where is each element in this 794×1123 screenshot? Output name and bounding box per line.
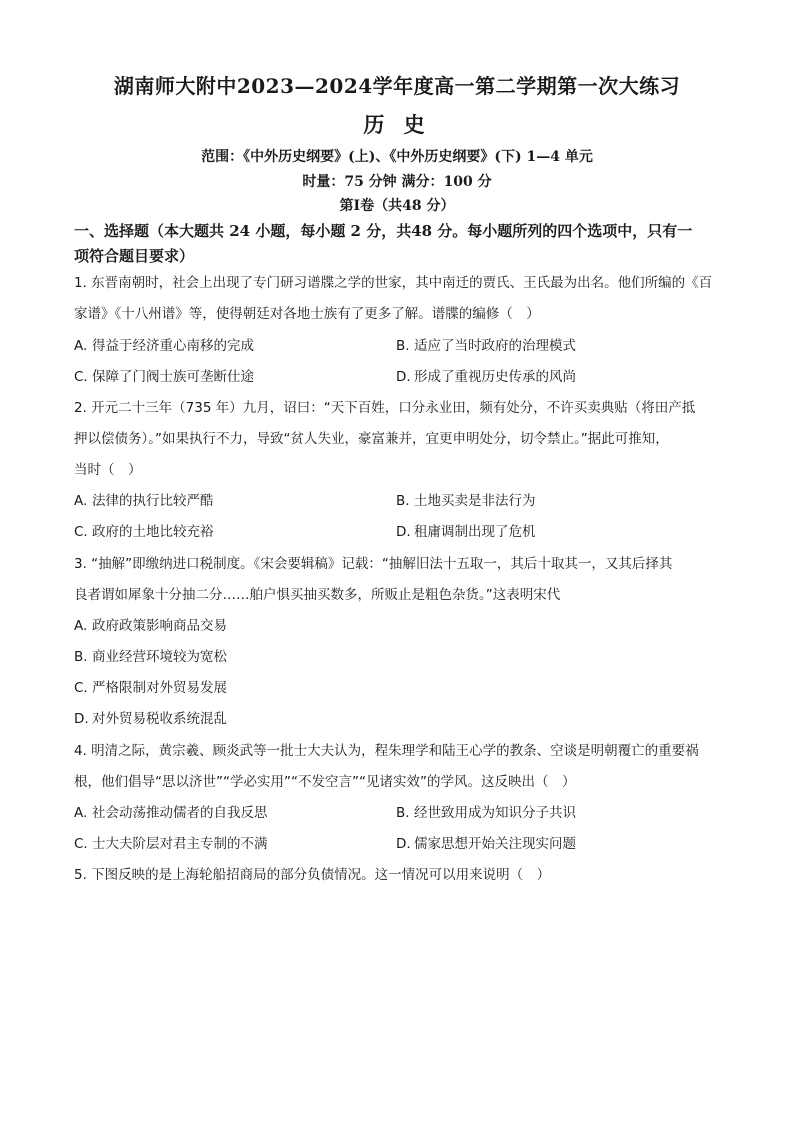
section-instructions bbox=[74, 219, 734, 269]
option-text: 保障了门阀士族可垄断仕途 bbox=[92, 369, 254, 385]
option-text: 得益于经济重心南移的完成 bbox=[92, 338, 254, 354]
option-key: A. bbox=[74, 338, 88, 354]
question-1-stem-line: 家谱》《十八州谱》等，使得朝廷对各地士族有了更多了解。谱牒的编修（ ） bbox=[74, 306, 540, 322]
question-5-stem-line: 5. 下图反映的是上海轮船招商局的部分负债情况。这一情况可以用来说明（ ） bbox=[74, 867, 551, 883]
option-key: B. bbox=[74, 649, 88, 665]
option-key: C. bbox=[74, 836, 88, 852]
option-text: 社会动荡推动儒者的自我反思 bbox=[92, 805, 268, 821]
option-text: 土地买卖是非法行为 bbox=[414, 493, 536, 509]
option-key: C. bbox=[74, 680, 88, 696]
question-4-option-a[interactable] bbox=[74, 803, 268, 823]
option-key: D. bbox=[396, 369, 411, 385]
option-key: A. bbox=[74, 493, 88, 509]
question-1-option-b[interactable] bbox=[396, 336, 576, 356]
question-1-option-d[interactable] bbox=[396, 367, 576, 387]
option-text: 政府的土地比较充裕 bbox=[92, 524, 214, 540]
question-1-option-c[interactable] bbox=[74, 367, 254, 387]
option-key: B. bbox=[396, 805, 410, 821]
option-text: 形成了重视历史传承的风尚 bbox=[414, 369, 576, 385]
option-text: 儒家思想开始关注现实问题 bbox=[414, 836, 576, 852]
option-text: 商业经营环境较为宽松 bbox=[92, 649, 227, 665]
question-2-option-b[interactable] bbox=[396, 491, 536, 511]
question-4-stem-line: 根，他们倡导“思以济世”“学必实用”“不发空言”“见诸实效”的学风。这反映出（ ） bbox=[74, 774, 576, 790]
question-4-option-b[interactable] bbox=[396, 803, 576, 823]
option-text: 士大夫阶层对君主专制的不满 bbox=[92, 836, 268, 852]
question-2-stem-line: 2. 开元二十三年（735 年）九月，诏曰：“天下百姓，口分永业田，频有处分，不许买卖典贴（将田产抵 bbox=[74, 400, 696, 416]
question-1-stem-line: 1. 东晋南朝时，社会上出现了专门研习谱牒之学的世家，其中南迁的贾氏、王氏最为出名。他们所编的《百 bbox=[74, 275, 713, 291]
option-key: D. bbox=[74, 711, 89, 727]
option-key: D. bbox=[396, 524, 411, 540]
option-text: 适应了当时政府的治理模式 bbox=[414, 338, 576, 354]
option-key: B. bbox=[396, 338, 410, 354]
option-key: B. bbox=[396, 493, 410, 509]
question-2-option-c[interactable] bbox=[74, 522, 214, 542]
section-instructions-line: 项符合题目要求） bbox=[74, 247, 195, 265]
option-text: 租庸调制出现了危机 bbox=[414, 524, 536, 540]
question-3-stem-line: 3. “抽解”即缴纳进口税制度。《宋会要辑稿》记载：“抽解旧法十五取一，其后十取其一，又其后择其 bbox=[74, 556, 673, 572]
option-text: 法律的执行比较严酷 bbox=[92, 493, 214, 509]
question-2-stem-line: 当时（ ） bbox=[74, 462, 142, 478]
exam-scope: 范围：《中外历史纲要》(上)、《中外历史纲要》(下) 1—4 单元 bbox=[201, 149, 593, 165]
question-2-option-d[interactable] bbox=[396, 522, 536, 542]
question-3-option-a[interactable] bbox=[74, 616, 227, 636]
option-text: 严格限制对外贸易发展 bbox=[92, 680, 227, 696]
question-2-stem-line: 押以偿债务）。”如果执行不力，导致“贫人失业，豪富兼并，宜更申明处分，切令禁止。”据此可推知， bbox=[74, 431, 669, 447]
option-text: 对外贸易税收系统混乱 bbox=[92, 711, 227, 727]
volume-heading: 第Ⅰ卷（共48 分） bbox=[339, 198, 455, 214]
option-key: A. bbox=[74, 805, 88, 821]
question-3-stem-line: 良者谓如犀象十分抽二分……舶户惧买抽买数多，所贩止是粗色杂货。”这表明宋代 bbox=[74, 587, 561, 603]
question-2-option-a[interactable] bbox=[74, 491, 214, 511]
question-1-option-a[interactable] bbox=[74, 336, 254, 356]
question-3-option-c[interactable] bbox=[74, 678, 227, 698]
subject-heading: 历 史 bbox=[363, 112, 431, 137]
section-instructions-line: 一、选择题（本大题共 24 小题，每小题 2 分，共48 分。每小题所列的四个选项中，只有一 bbox=[74, 222, 693, 240]
exam-title: 湖南师大附中2023—2024学年度高一第二学期第一次大练习 bbox=[113, 74, 681, 98]
time-and-score: 时量：75 分钟 满分：100 分 bbox=[302, 174, 492, 190]
option-text: 政府政策影响商品交易 bbox=[92, 618, 227, 634]
question-3-option-b[interactable] bbox=[74, 647, 227, 667]
option-text: 经世致用成为知识分子共识 bbox=[414, 805, 576, 821]
option-key: D. bbox=[396, 836, 411, 852]
option-key: C. bbox=[74, 524, 88, 540]
option-key: A. bbox=[74, 618, 88, 634]
question-4-option-c[interactable] bbox=[74, 834, 268, 854]
option-key: C. bbox=[74, 369, 88, 385]
question-4-option-d[interactable] bbox=[396, 834, 576, 854]
question-3-option-d[interactable] bbox=[74, 709, 227, 729]
question-4-stem-line: 4. 明清之际，黄宗羲、顾炎武等一批士大夫认为，程朱理学和陆王心学的教条、空谈是明朝覆亡的重要祸 bbox=[74, 743, 699, 759]
